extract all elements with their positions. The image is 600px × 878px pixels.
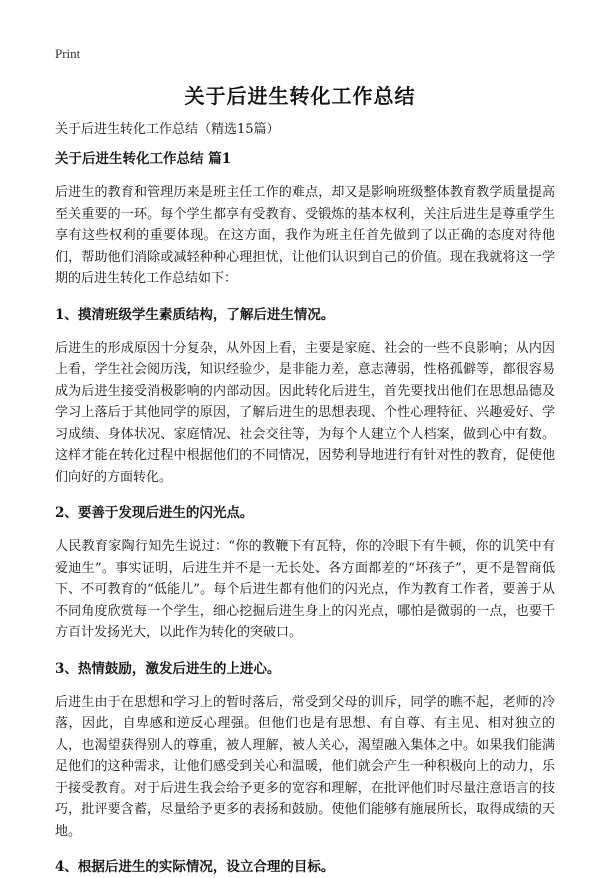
section-heading-3: 3、热情鼓励，激发后进生的上进心。 <box>55 660 281 677</box>
section-body-3: 后进生由于在思想和学习上的暂时落后，常受到父母的训斥，同学的瞧不起，老师的冷落，因此，自卑感和逆反心理强。但他们也是有思想、有自尊、有主见、相对独立的人，也渴望获得别人的尊重，被人理解，被人关心，渴望融入集体之中。如果我们能满足他们的这种需求，让他们感受到关心和温暖，他们就会产生一种积极向上的动力，乐于接受教育。对于后进生我会给予更多的宽容和理解，在批评他们时尽量注意语言的技巧，批评要含蓄，尽量给予更多的表扬和鼓励。使他们能够有施展所长，取得成绩的天地。 <box>55 694 555 839</box>
section-body-2: 人民教育家陶行知先生说过：“你的教鞭下有瓦特，你的冷眼下有牛顿，你的讥笑中有爱迪生”。事实证明，后进生并不是一无长处、各方面都差的“坏孩子”，更不是智商低下、不可教育的“低能儿”。每个后进生都有他们的闪光点，作为教育工作者，要善于从不同角度欣赏每一个学生，细心挖掘后进生身上的闪光点，哪怕是微弱的一点，也要千方百计发扬光大，以此作为转化的突破口。 <box>55 539 555 640</box>
document-content <box>55 148 555 878</box>
document-subtitle: 关于后进生转化工作总结（精选15篇） <box>55 122 280 137</box>
section-heading-1: 1、摸清班级学生素质结构，了解后进生情况。 <box>55 306 335 323</box>
intro-paragraph: 后进生的教育和管理历来是班主任工作的难点，却又是影响班级整体教育教学质量提高至关重要的一环。每个学生都享有受教育、受锻炼的基本权利，关注后进生是尊重学生享有这些权利的重要体现。在这方面，我作为班主任首先做到了以正确的态度对待他们，帮助他们消除或减轻种种心理担忧，让他们认识到自己的价值。现在我就将这一学期的后进生转化工作总结如下： <box>55 185 555 286</box>
section-heading-2: 2、要善于发现后进生的闪光点。 <box>55 505 254 521</box>
print-label: Print <box>55 46 81 61</box>
document-title: 关于后进生转化工作总结 <box>184 84 416 108</box>
section-heading-4: 4、根据后进生的实际情况，设立合理的目标。 <box>55 859 335 875</box>
section-body-1: 后进生的形成原因十分复杂，从外因上看，主要是家庭、社会的一些不良影响；从内因上看，学生社会阅历浅，知识经验少，是非能力差，意志薄弱，性格孤僻等，都很容易成为后进生接受消极影响的内部动因。因此转化后进生，首先要找出他们在思想品德及学习上落后于其他同学的原因，了解后进生的思想表现、个性心理特征、兴趣爱好、学习成绩、身体状况、家庭情况、社会交往等，为每个人建立个人档案，做到心中有数。这样才能在转化过程中根据他们的不同情况，因势利导地进行有针对性的教育，促使他们向好的方面转化。 <box>55 340 555 485</box>
article-heading: 关于后进生转化工作总结 篇1 <box>55 151 232 167</box>
